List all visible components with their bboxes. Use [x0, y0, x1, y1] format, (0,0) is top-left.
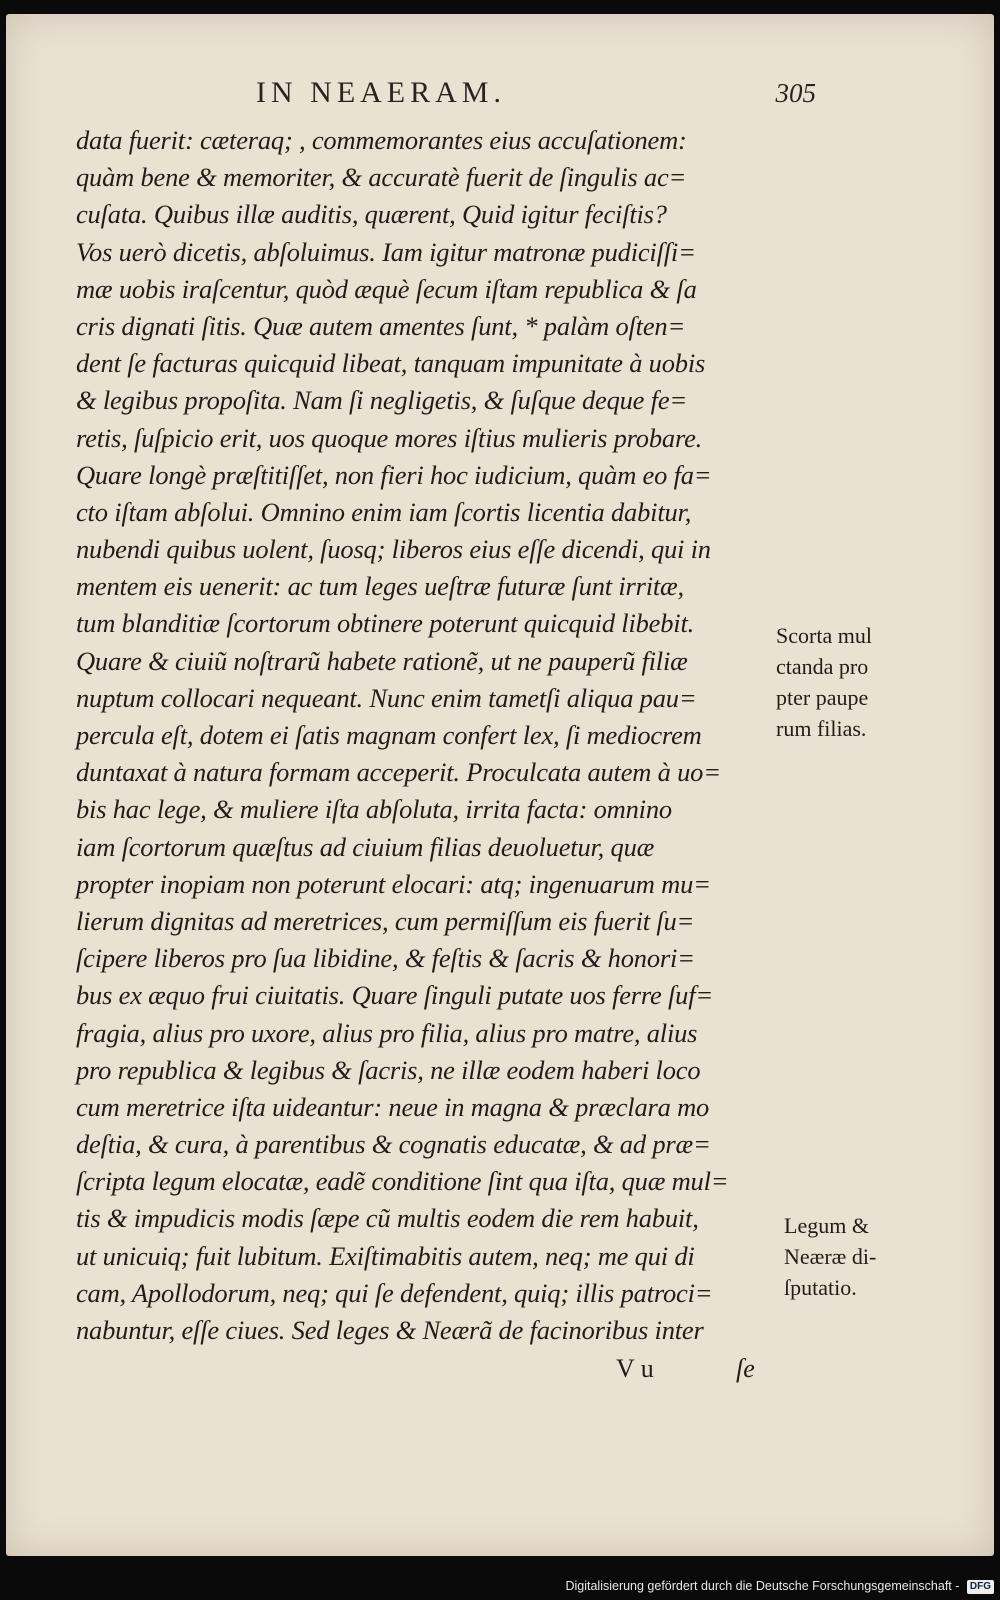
catchword: ſe — [736, 1354, 755, 1383]
text-line: tis & impudicis modis ſæpe cũ multis eodem die rem habuit, — [76, 1203, 699, 1234]
text-line: bus ex æquo frui ciuitatis. Quare ſinguli putate uos ferre ſuf= — [76, 980, 714, 1011]
text-line: ut unicuiq; fuit lubitum. Exiſtimabitis autem, neq; me qui di — [76, 1240, 695, 1271]
text-line: Vos uerò dicetis, abſoluimus. Iam igitur matronæ pudiciſſi= — [76, 236, 696, 267]
text-line: ſcipere liberos pro ſua libidine, & feſtis & ſacris & honori= — [76, 943, 695, 974]
margin-note — [776, 620, 872, 744]
page-number: 305 — [775, 78, 816, 108]
running-head — [256, 76, 816, 118]
text-line: Quare longè præſtitiſſet, non fieri hoc iudicium, quàm eo fa= — [76, 459, 712, 490]
text-line: ſcripta legum elocatæ, eadẽ conditione ſint qua iſta, quæ mul= — [76, 1166, 729, 1197]
catchwords-line — [606, 1354, 766, 1394]
signature-mark: V u — [616, 1354, 654, 1383]
text-line: quàm bene & memoriter, & accuratè fuerit de ſingulis ac= — [76, 162, 687, 193]
margin-note-line: Legum & — [784, 1213, 869, 1238]
text-line: bis hac lege, & muliere iſta abſoluta, irrita facta: omnino — [76, 794, 672, 825]
margin-note-line: ſputatio. — [784, 1275, 857, 1300]
text-line: nuptum collocari nequeant. Nunc enim tametſi aliqua pau= — [76, 682, 697, 713]
margin-note-line: ctanda pro — [776, 654, 869, 679]
text-line: pro republica & legibus & ſacris, ne illæ eodem haberi loco — [76, 1054, 701, 1085]
dfg-logo: DFG — [967, 1580, 994, 1594]
text-line: nubendi quibus uolent, ſuosq; liberos eius eſſe dicendi, qui in — [76, 534, 711, 565]
text-line: retis, ſuſpicio erit, uos quoque mores iſtius mulieris probare. — [76, 422, 703, 453]
text-line: propter inopiam non poterunt elocari: atq; ingenuarum mu= — [76, 868, 711, 899]
margin-note-line: Neæræ di- — [784, 1244, 877, 1269]
text-line: cam, Apollodorum, neq; qui ſe defendent, quiq; illis patroci= — [76, 1277, 713, 1308]
text-line: cuſata. Quibus illæ auditis, quærent, Quid igitur feciſtis? — [76, 199, 667, 230]
book-page — [6, 14, 994, 1556]
text-line: deſtia, & cura, à parentibus & cognatis educatæ, & ad præ= — [76, 1129, 711, 1160]
margin-note-line: rum filias. — [776, 716, 867, 741]
running-title: IN NEAERAM. — [256, 76, 506, 109]
text-line: cris dignati ſitis. Quæ autem amentes ſunt, * palàm oſten= — [76, 310, 686, 341]
text-line: percula eſt, dotem ei ſatis magnam confert lex, ſi mediocrem — [76, 720, 702, 750]
text-line: dent ſe facturas quicquid libeat, tanquam impunitate à uobis — [76, 348, 706, 379]
text-line: tum blanditiæ ſcortorum obtinere poterunt quicquid libebit. — [76, 608, 695, 639]
margin-note-line: pter paupe — [776, 685, 869, 710]
credit-text: Digitalisierung gefördert durch die Deutsche Forschungsgemeinschaft - — [565, 1579, 960, 1593]
text-line: cto iſtam abſolui. Omnino enim iam ſcortis licentia dabitur, — [76, 496, 692, 527]
text-line: mentem eis uenerit: ac tum leges ueſtræ futuræ ſunt irritæ, — [76, 571, 684, 602]
text-line: mæ uobis iraſcentur, quòd æquè ſecum iſtam republica & ſa — [76, 273, 697, 304]
text-line: fragia, alius pro uxore, alius pro filia, alius pro matre, alius — [76, 1017, 698, 1048]
text-line: duntaxat à natura formam acceperit. Proculcata autem à uo= — [76, 757, 721, 788]
margin-note — [784, 1210, 876, 1303]
text-line: & legibus propoſita. Nam ſi negligetis, & ſuſque deque fe= — [76, 385, 688, 416]
digitization-credit — [565, 1574, 994, 1598]
text-line: nabuntur, eſſe ciues. Sed leges & Neærã de facinoribus inter — [76, 1315, 704, 1345]
text-line: iam ſcortorum quæſtus ad ciuium filias deuoluetur, quæ — [76, 831, 655, 862]
margin-note-line: Scorta mul — [776, 623, 872, 648]
text-line: cum meretrice iſta uideantur: neue in magna & præclara mo — [76, 1091, 710, 1122]
text-line: lierum dignitas ad meretrices, cum permiſſum eis fuerit ſu= — [76, 905, 695, 936]
text-line: Quare & ciuiũ noſtrarũ habete rationẽ, ut ne pauperũ filiæ — [76, 645, 688, 676]
body-text — [76, 122, 766, 1349]
text-line: data fuerit: cæteraq; , commemorantes eius accuſationem: — [76, 125, 687, 155]
